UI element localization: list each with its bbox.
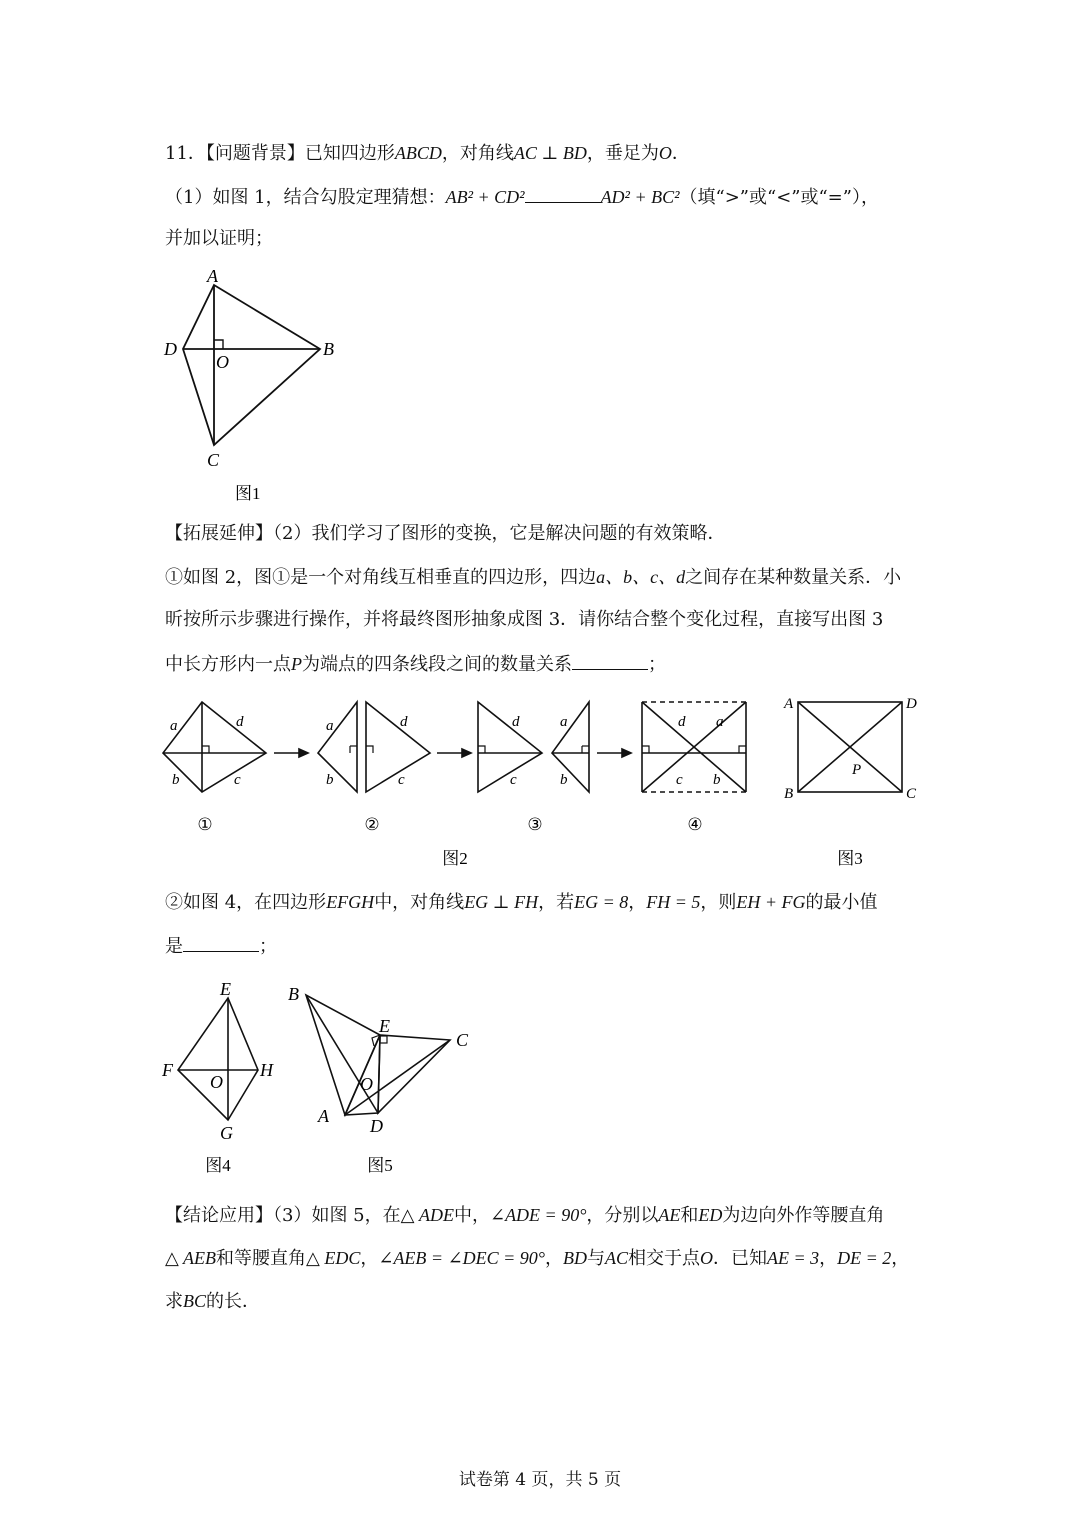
label-b: b [560,772,568,788]
label-A: A [318,1106,329,1126]
stem-text: ，垂足为 [586,143,659,164]
left-expression: AB² + CD² [445,187,525,207]
label-G: G [220,1123,233,1143]
segment-ed-ref: ED [698,1205,723,1225]
part3-text: （3）如图 5，在 [273,1205,401,1226]
part2-intro [165,522,725,546]
label-a: a [560,714,568,730]
figure-3-caption: 图3 [837,849,863,868]
fig2-step2 [318,702,430,792]
quad-efgh: EFGH [326,892,375,912]
sub2-text: ， [628,892,647,913]
sub2-text: ，则 [700,892,737,913]
arrow-2 [437,749,471,757]
label-E: E [379,1016,390,1036]
part3-text: 与 [587,1248,605,1269]
arrow-1 [274,749,308,757]
sub1-text: 为端点的四条线段之间的数量关系 [302,654,572,675]
segment-bc-ref: BC [183,1291,207,1311]
answer-blank-2[interactable] [572,651,648,670]
part2-intro-text: （2）我们学习了图形的变换，它是解决问题的有效策略． [273,523,726,544]
angles-right: ∠AEB = ∠DEC = 90° [378,1248,545,1268]
label-d: d [678,714,686,730]
label-E: E [220,979,231,999]
triangle-edc [378,1035,450,1113]
label-H: H [260,1060,273,1080]
part3-text: 和 [680,1205,699,1226]
right-expression: AD² + BC² [600,187,680,207]
fig2-step3 [478,702,589,792]
sub2-text: ②如图 4，在四边形 [165,892,327,913]
part3-text: 中， [453,1205,490,1226]
figure-1-caption: 图1 [235,484,261,503]
sub1-text: 中长方形内一点 [165,654,291,675]
part3-text: ， [819,1248,838,1269]
arrow-3 [597,749,631,757]
label-A: A [207,266,218,286]
side-variables: a、b、c、d [596,567,686,587]
stem-text: 已知四边形 [304,143,395,164]
perp-eg-fh: EG ⊥ FH [464,892,539,912]
label-c: c [234,772,241,788]
part3-text: 和等腰直角 [216,1248,307,1269]
label-B: B [784,786,794,802]
label-D: D [370,1116,383,1136]
figure-2-caption: 图2 [442,849,468,868]
part3-text: ， [891,1248,910,1269]
part1-suffix: （填“>”或“<”或“=”）， [679,187,879,208]
part3-line1 [165,1203,884,1228]
fig2-labels [170,714,724,788]
label-O: O [360,1074,373,1094]
label-B: B [288,984,299,1004]
stem-text: ，对角线 [441,143,514,164]
section-application: 【结论应用】 [165,1205,273,1226]
right-angle-dec [380,1036,387,1043]
label-a: a [326,718,334,734]
label-d: d [512,714,520,730]
sub1-text: ①如图 2，图①是一个对角线互相垂直的四边形，四边 [165,567,597,588]
answer-blank-3[interactable] [183,933,259,952]
part2-sub2-line1 [165,890,878,915]
label-D: D [164,339,177,359]
part2-sub1-line3 [165,651,666,677]
part3-text: ，分别以 [586,1205,659,1226]
part1-prefix: （1）如图 1，结合勾股定理猜想： [165,187,446,208]
figure-1 [160,262,360,507]
segment-ae-ref: AE [658,1205,681,1225]
figure-2 [150,690,770,875]
step-number-4: ④ [687,815,703,834]
part3-text: 求 [165,1291,183,1312]
part1-line2: 并加以证明； [165,228,273,249]
label-b: b [172,772,180,788]
label-B: B [323,339,334,359]
step-number-3: ③ [527,815,543,834]
sum-expression: EH + FG [736,892,806,912]
label-a: a [716,714,724,730]
figure-4 [160,975,290,1180]
part3-text: 的长． [206,1291,261,1312]
figure-4-caption: 图4 [205,1156,231,1175]
part3-text: 相交于点 [628,1248,701,1269]
label-F: F [162,1060,173,1080]
fh-value: FH = 5 [646,892,701,912]
part1-line1 [165,184,879,210]
triangle-ade-ref: △ ADE [400,1205,454,1225]
quad-abcd [183,285,320,445]
label-c: c [398,772,405,788]
de-value: DE = 2 [837,1248,892,1268]
sub2-text: ，若 [538,892,575,913]
question-number: 11． [165,143,206,164]
angle-ade: ∠ADE = 90° [489,1205,587,1225]
quad-name: ABCD [394,143,442,163]
sub2-text: 是 [165,936,183,957]
foot-point: O [658,143,672,163]
ae-value: AE = 3 [767,1248,820,1268]
perp-relation: AC ⊥ BD [513,143,587,163]
part3-line3 [165,1289,260,1314]
label-b: b [326,772,334,788]
sub1-text: ； [648,654,666,675]
step-number-2: ② [364,815,380,834]
label-A: A [784,696,794,712]
right-angle-mark [214,340,223,349]
triangle-edc-ref: △ EDC [306,1248,361,1268]
segment-ac-ref: AC [605,1248,629,1268]
stem-text: ． [671,143,690,164]
question-stem [165,141,690,166]
step-number-1: ① [197,815,213,834]
sub2-text: ； [259,936,277,957]
label-c: c [510,772,517,788]
sub2-text: 的最小值 [805,892,878,913]
quad-efgh [178,998,258,1120]
label-C: C [456,1030,469,1050]
triangle-aeb-ref: △ AEB [165,1248,217,1268]
figure-3 [780,690,930,875]
part2-sub2-line2 [165,933,277,959]
part2-sub1-line1 [165,565,901,590]
sub2-text: 中，对角线 [374,892,465,913]
label-d: d [400,714,408,730]
label-P: P [852,762,862,778]
label-C: C [207,450,220,470]
part3-text: 为边向外作等腰直角 [722,1205,885,1226]
label-b: b [713,772,721,788]
sub1-text: 之间存在某种数量关系．小 [685,567,902,588]
part2-sub1-line2: 昕按所示步骤进行操作，并将最终图形抽象成图 3．请你结合整个变化过程，直接写出图 3 [165,609,884,630]
label-D: D [906,696,917,712]
part3-text: ， [360,1248,379,1269]
fig2-step4 [642,702,746,792]
figure-5-caption: 图5 [367,1156,393,1175]
label-O: O [216,352,229,372]
label-c: c [676,772,683,788]
eg-value: EG = 8 [574,892,629,912]
section-extension: 【拓展延伸】 [165,523,273,544]
label-C: C [906,786,917,802]
part3-text: ， [545,1248,563,1269]
part3-text: ．已知 [713,1248,768,1269]
segment-bd-ref: BD [563,1248,587,1268]
point-p: P [291,654,302,674]
point-o-ref: O [700,1248,714,1268]
figure-5 [288,980,490,1180]
label-O: O [210,1072,223,1092]
segment-bd [306,995,378,1113]
section-background: 【问题背景】 [205,143,305,164]
answer-blank-1[interactable] [525,184,601,203]
label-d: d [236,714,244,730]
label-a: a [170,718,178,734]
part3-line2 [165,1246,909,1271]
page-footer: 试卷第 4 页，共 5 页 [458,1470,622,1490]
